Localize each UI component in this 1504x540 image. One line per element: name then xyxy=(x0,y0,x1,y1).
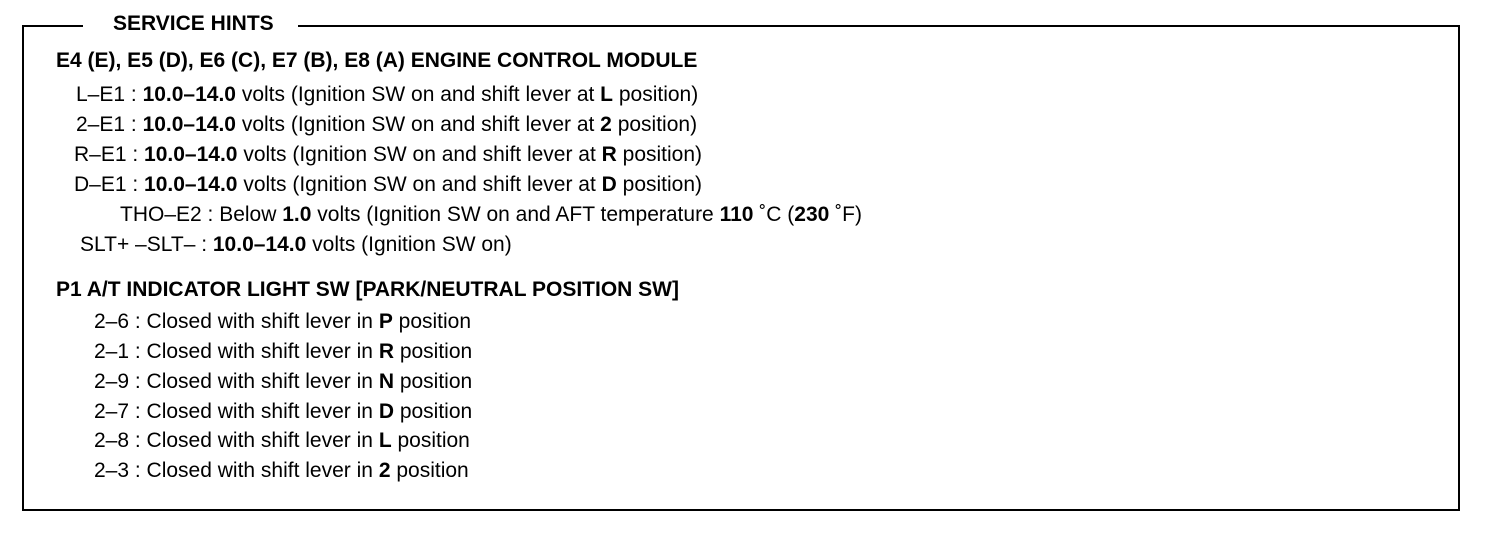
hint-key: 2 xyxy=(600,113,612,136)
hint-label: 2–E1 : xyxy=(76,113,143,136)
hint-text: volts (Ignition SW on and shift lever at xyxy=(236,83,601,106)
ecm-hint-slt xyxy=(80,232,512,258)
hint-key: 2 xyxy=(378,459,391,482)
service-hints-title: SERVICE HINTS xyxy=(83,11,298,37)
hint-key: 230 xyxy=(794,203,830,226)
hint-text: position xyxy=(391,429,470,452)
hint-text: position) xyxy=(613,83,699,106)
hint-text: volts (Ignition SW on and shift lever at xyxy=(237,143,602,166)
pnp-hint-2-1 xyxy=(94,339,472,365)
hint-label: L–E1 : xyxy=(76,83,143,106)
hint-label: THO–E2 : Below xyxy=(120,203,283,226)
hint-key: P xyxy=(378,310,393,333)
hint-text: position xyxy=(393,340,473,363)
hint-text: position) xyxy=(616,143,703,166)
hint-key: R xyxy=(601,143,617,166)
ecm-hint-l-e1 xyxy=(76,82,698,108)
ecm-hint-d-e1 xyxy=(74,172,702,198)
hint-text: position xyxy=(392,310,472,333)
hint-text: volts (Ignition SW on and shift lever at xyxy=(237,173,602,196)
pnp-hint-2-6 xyxy=(94,309,471,335)
hint-label: 2–3 : Closed with shift lever in xyxy=(94,459,379,482)
hint-value: 10.0–14.0 xyxy=(144,143,238,166)
pnp-hint-2-9 xyxy=(94,369,472,395)
hint-value: 1.0 xyxy=(282,203,312,226)
hint-key: L xyxy=(600,83,613,106)
hint-label: 2–8 : Closed with shift lever in xyxy=(94,429,379,452)
hint-label: D–E1 : xyxy=(74,173,145,196)
ecm-hint-tho-e2 xyxy=(120,202,862,228)
hint-text: volts (Ignition SW on) xyxy=(306,233,512,256)
hint-key: R xyxy=(378,340,394,363)
hint-text: ˚F) xyxy=(829,203,862,226)
ecm-hint-2-e1 xyxy=(76,112,697,138)
hint-text: position xyxy=(390,459,469,482)
pnp-hint-2-7 xyxy=(94,399,472,425)
hint-label: 2–9 : Closed with shift lever in xyxy=(94,370,379,393)
hint-label: 2–6 : Closed with shift lever in xyxy=(94,310,379,333)
ecm-heading: E4 (E), E5 (D), E6 (C), E7 (B), E8 (A) ENGINE CONTROL MODULE xyxy=(56,49,698,72)
pnp-hint-2-3 xyxy=(94,458,469,484)
hint-key: D xyxy=(601,173,617,196)
hint-value: 10.0–14.0 xyxy=(142,113,236,136)
hint-value: 10.0–14.0 xyxy=(142,83,236,106)
ecm-hint-r-e1 xyxy=(74,142,702,168)
hint-text: volts (Ignition SW on and shift lever at xyxy=(236,113,601,136)
hint-label: SLT+ –SLT– : xyxy=(80,233,213,256)
hint-text: position) xyxy=(611,113,698,136)
hint-text: position) xyxy=(616,173,703,196)
hint-text: ˚C ( xyxy=(753,203,795,226)
hint-key: L xyxy=(378,429,392,452)
hint-key: N xyxy=(378,370,394,393)
pnp-hint-2-8 xyxy=(94,428,470,454)
hint-value: 10.0–14.0 xyxy=(212,233,307,256)
hint-text: position xyxy=(393,370,473,393)
hint-label: 2–7 : Closed with shift lever in xyxy=(94,400,379,423)
hint-key: 110 xyxy=(719,203,754,226)
hint-key: D xyxy=(378,400,394,423)
hint-text: volts (Ignition SW on and AFT temperature xyxy=(311,203,720,226)
at-indicator-heading: P1 A/T INDICATOR LIGHT SW [PARK/NEUTRAL POSITION SW] xyxy=(56,278,679,301)
hint-label: R–E1 : xyxy=(74,143,145,166)
hint-label: 2–1 : Closed with shift lever in xyxy=(94,340,379,363)
hint-text: position xyxy=(393,400,473,423)
hint-value: 10.0–14.0 xyxy=(144,173,238,196)
